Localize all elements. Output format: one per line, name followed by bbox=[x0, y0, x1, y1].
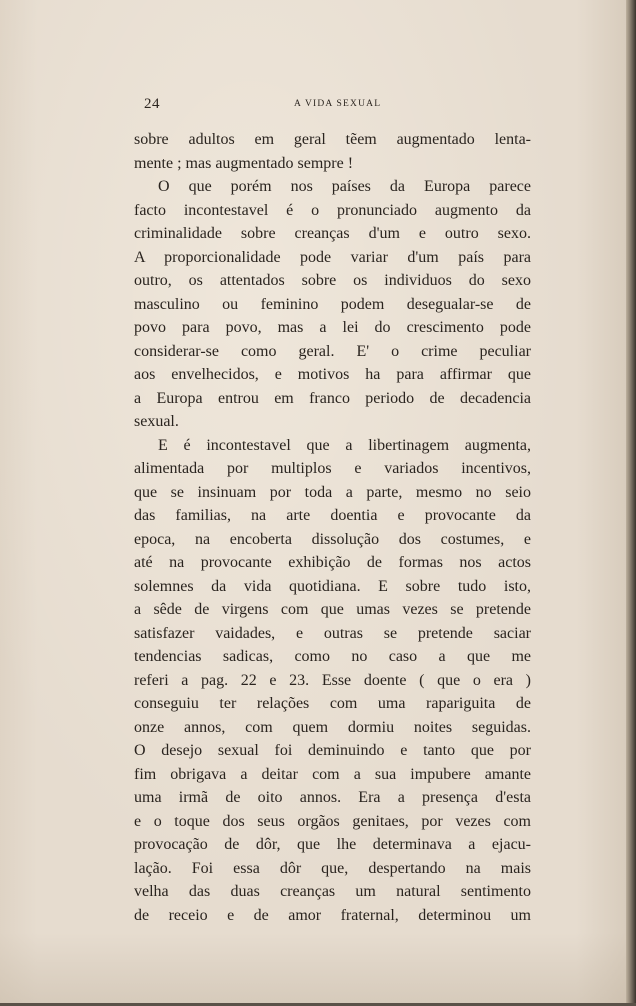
text-line: referi a pag. 22 e 23. Esse doente ( que o era ) bbox=[134, 671, 531, 689]
text-line: de receio e de amor fraternal, determinou um bbox=[134, 906, 531, 924]
text-line: A proporcionalidade pode variar d'um país para bbox=[134, 248, 531, 266]
text-line: povo para povo, mas a lei do crescimento pode bbox=[134, 319, 531, 336]
text-line: lação. Foi essa dôr que, despertando na mais bbox=[134, 859, 531, 877]
text-line: aos envelhecidos, e motivos ha para affirmar que bbox=[134, 366, 531, 383]
text-line: epoca, na encoberta dissolução dos costumes, e bbox=[134, 530, 531, 548]
text-line: sobre adultos em geral tẽem augmentado lenta- bbox=[134, 131, 531, 148]
text-line: fim obrigava a deitar com a sua impubere amante bbox=[134, 765, 531, 783]
running-title: A VIDA SEXUAL bbox=[294, 99, 382, 109]
text-line: criminalidade sobre creanças d'um e outro sexo. bbox=[134, 225, 531, 242]
text-line: considerar-se como geral. E' o crime peculiar bbox=[134, 342, 531, 360]
text-line: que se insinuam por toda a parte, mesmo no seio bbox=[134, 483, 531, 501]
running-head bbox=[144, 96, 529, 112]
text-line: solemnes da vida quotidiana. E sobre tudo isto, bbox=[134, 577, 531, 595]
text-line: masculino ou feminino podem desegualar-se de bbox=[134, 295, 531, 313]
text-line: mente ; mas augmentado sempre ! bbox=[134, 154, 354, 172]
page-number: 24 bbox=[144, 96, 160, 112]
text-line: alimentada por multiplos e variados incentivos, bbox=[134, 460, 531, 477]
text-line: E é incontestavel que a libertinagem augmenta, bbox=[158, 436, 531, 454]
text-line: outro, os attentados sobre os individuos do sexo bbox=[134, 272, 531, 289]
text-line: sexual. bbox=[134, 413, 179, 430]
text-line: provocação de dôr, que lhe determinava a ejacu- bbox=[134, 836, 531, 853]
text-line: a sêde de virgens com que umas vezes se pretende bbox=[134, 601, 531, 618]
body-text bbox=[134, 128, 531, 927]
text-line: facto incontestavel é o pronunciado augmento da bbox=[134, 201, 531, 219]
text-line: tendencias sadicas, como no caso a que me bbox=[134, 648, 531, 665]
text-line: e o toque dos seus orgãos genitaes, por vezes com bbox=[134, 812, 531, 830]
text-line: das familias, na arte doentia e provocante da bbox=[134, 507, 531, 524]
text-line: até na provocante exhibição de formas nos actos bbox=[134, 554, 531, 571]
text-line: conseguiu ter relações com uma rapariguita de bbox=[134, 695, 531, 712]
text-line: a Europa entrou em franco periodo de decadencia bbox=[134, 389, 531, 407]
text-line: velha das duas creanças um natural sentimento bbox=[134, 883, 531, 900]
text-line: satisfazer vaidades, e outras se pretende saciar bbox=[134, 624, 531, 642]
text-line: onze annos, com quem dormiu noites seguidas. bbox=[134, 718, 531, 736]
page-edge-shadow bbox=[626, 0, 636, 1006]
text-line: O desejo sexual foi deminuindo e tanto que por bbox=[134, 742, 531, 759]
text-line: uma irmã de oito annos. Era a presença d'esta bbox=[134, 789, 531, 806]
text-line: O que porém nos países da Europa parece bbox=[158, 178, 531, 195]
